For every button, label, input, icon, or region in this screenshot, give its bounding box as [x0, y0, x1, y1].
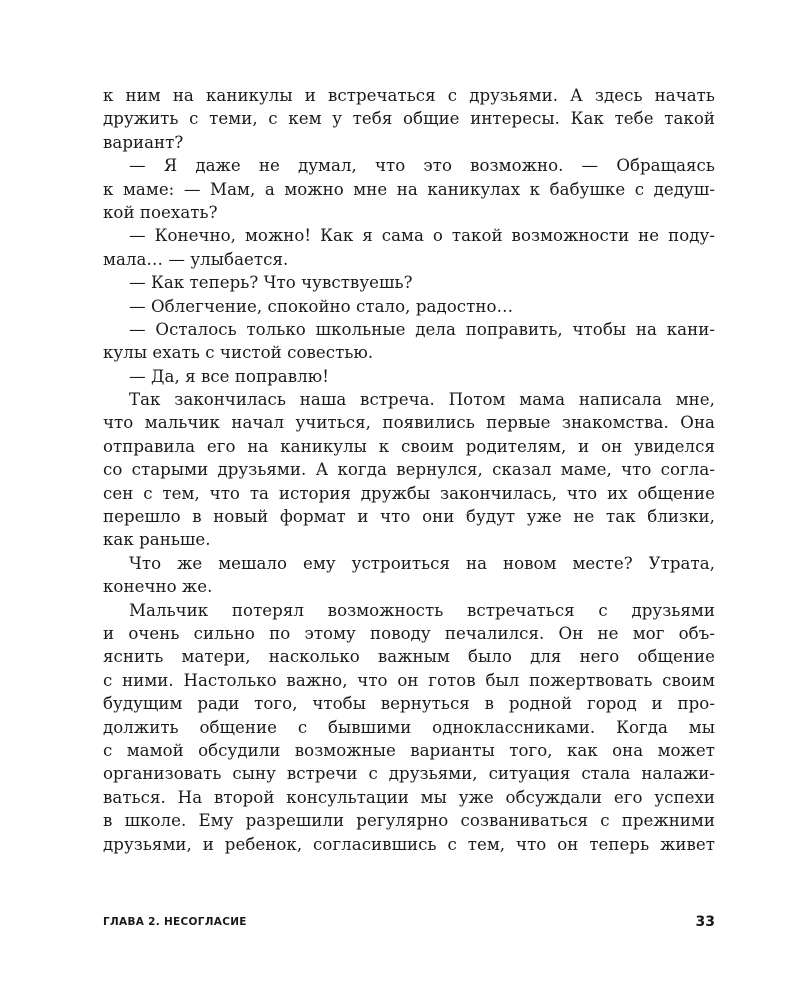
text-line: будущим ради того, чтобы вернуться в родной город и про- [103, 694, 715, 714]
text-line: в школе. Ему разрешили регулярно созваниваться с прежними [103, 811, 715, 831]
text-line: — Облегчение, спокойно стало, радостно… [129, 296, 514, 316]
text-line: со старыми друзьями. А когда вернулся, сказал маме, что согла- [103, 460, 715, 480]
text-line: с мамой обсудили возможные варианты того, как она может [103, 740, 715, 760]
text-line: кулы ехать с чистой совестью. [103, 343, 374, 363]
text-line: перешло в новый формат и что они будут уже не так близки, [103, 507, 715, 527]
page-footer [103, 914, 715, 934]
text-line: должить общение с бывшими одноклассниками. Когда мы [103, 717, 715, 737]
page-number: 33 [695, 914, 715, 930]
text-line: с ними. Настолько важно, что он готов был пожертвовать своим [103, 670, 715, 690]
text-line: дружить с теми, с кем у тебя общие интересы. Как тебе такой [103, 109, 715, 129]
text-line: что мальчик начал учиться, появились первые знакомства. Она [103, 413, 715, 433]
text-line: кой поехать? [103, 202, 218, 222]
page-body [103, 84, 715, 856]
text-line: к ним на каникулы и встречаться с друзьями. А здесь начать [103, 86, 715, 105]
text-line: конечно же. [103, 577, 213, 597]
text-line: отправила его на каникулы к своим родителям, и он увиделся [103, 436, 715, 456]
text-line: — Как теперь? Что чувствуешь? [129, 273, 413, 293]
running-head: ГЛАВА 2. НЕСОГЛАСИЕ [103, 916, 247, 928]
text-line: Что же мешало ему устроиться на новом месте? Утрата, [129, 553, 715, 573]
text-line: к маме: — Мам, а можно мне на каникулах к бабушке с дедуш- [103, 179, 715, 199]
text-line: Так закончилась наша встреча. Потом мама написала мне, [129, 390, 715, 410]
text-line: организовать сыну встречи с друзьями, ситуация стала налажи- [103, 764, 715, 784]
text-line: яснить матери, насколько важным было для него общение [103, 647, 715, 667]
text-line: — Конечно, можно! Как я сама о такой возможности не поду- [129, 226, 715, 246]
text-line: мала… — улыбается. [103, 249, 289, 269]
text-line: Мальчик потерял возможность встречаться с друзьями [129, 600, 715, 620]
text-line: — Да, я все поправлю! [129, 366, 329, 386]
text-line: вариант? [103, 132, 184, 152]
text-line: ваться. На второй консультации мы уже обсуждали его успехи [103, 787, 715, 807]
text-line: и очень сильно по этому поводу печалился. Он не мог объ- [103, 623, 715, 643]
text-line: — Осталось только школьные дела поправить, чтобы на кани- [129, 319, 715, 339]
text-line: как раньше. [103, 530, 211, 550]
text-line: сен с тем, что та история дружбы закончилась, что их общение [103, 483, 715, 503]
text-line: друзьями, и ребенок, согласившись с тем, что он теперь живет [103, 834, 715, 854]
text-line: — Я даже не думал, что это возможно. — Обращаясь [129, 156, 715, 176]
